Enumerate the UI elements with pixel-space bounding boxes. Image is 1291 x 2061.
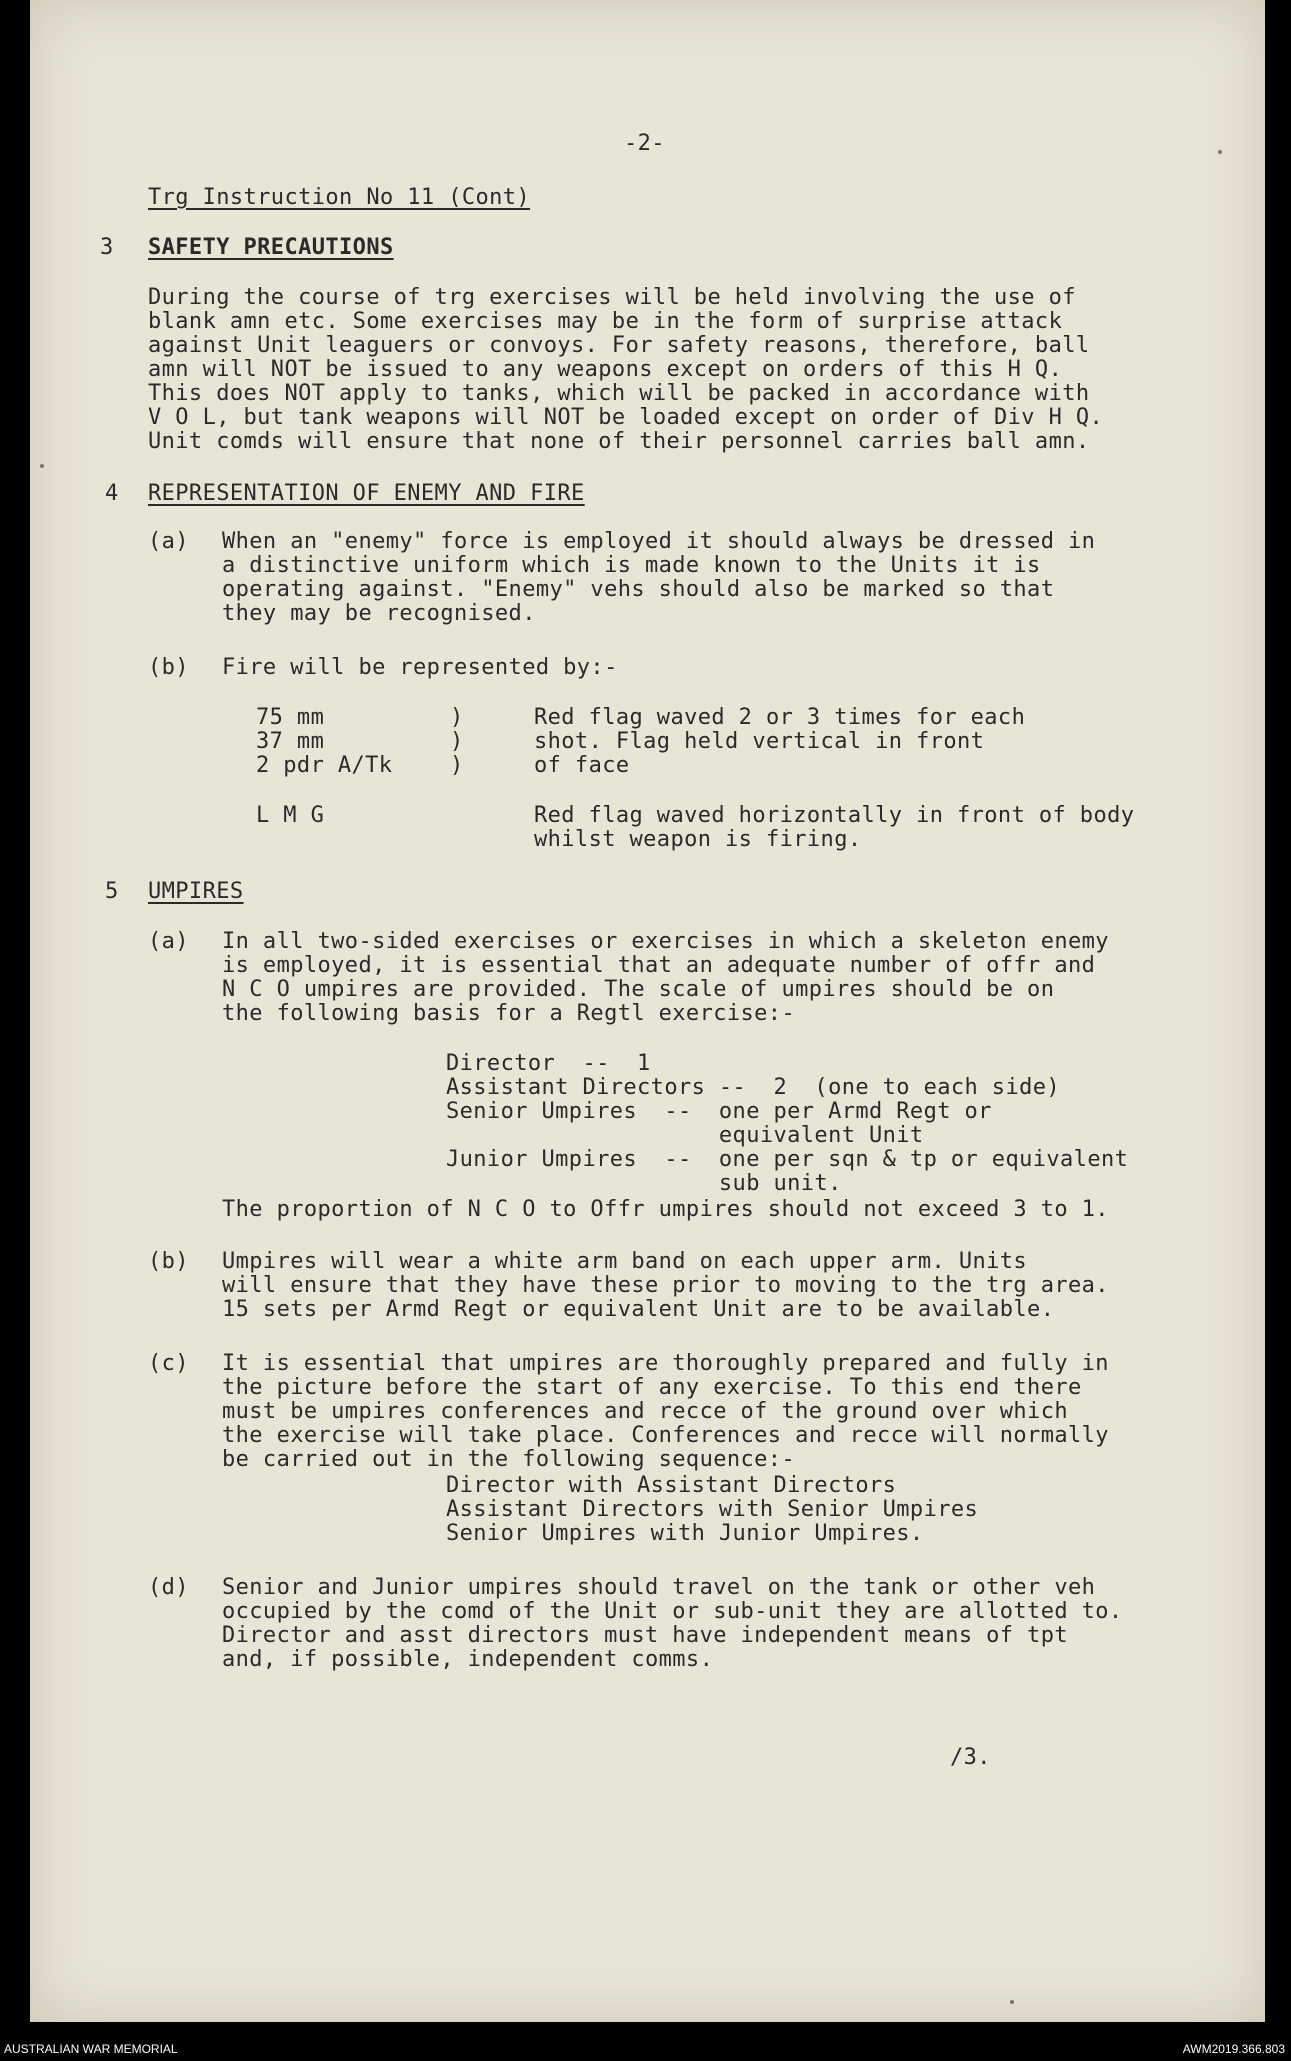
umpire-scale-line: equivalent Unit — [446, 1123, 924, 1148]
section-3-line: Unit comds will ensure that none of their personnel carries ball amn. — [148, 429, 1090, 454]
section-5b-line: will ensure that they have these prior to moving to the trg area. — [222, 1273, 1109, 1298]
section-4a-line: operating against. "Enemy" vehs should also be marked so that — [222, 577, 1055, 602]
fire-desc: of face — [534, 753, 630, 778]
umpire-proportion: The proportion of N C O to Offr umpires should not exceed 3 to 1. — [222, 1197, 1109, 1222]
fire-weapon: 37 mm — [256, 729, 325, 754]
section-5b-label: (b) — [148, 1249, 189, 1274]
footer-archive-id: AWM2019.366.803 — [1182, 2042, 1285, 2056]
section-5c-sequence: Director with Assistant Directors — [446, 1473, 897, 1498]
section-4b-text: Fire will be represented by:- — [222, 655, 618, 680]
section-4b-label: (b) — [148, 655, 189, 680]
section-3-line: against Unit leaguers or convoys. For safety reasons, therefore, ball — [148, 333, 1090, 358]
fire-brace: ) — [450, 753, 464, 778]
section-4a-label: (a) — [148, 529, 189, 554]
section-5c-sequence: Senior Umpires with Junior Umpires. — [446, 1521, 924, 1546]
fire-desc-lmg: whilst weapon is firing. — [534, 827, 862, 852]
umpire-scale-line: Senior Umpires -- one per Armd Regt or — [446, 1099, 992, 1124]
section-3-line: This does NOT apply to tanks, which will be packed in accordance with — [148, 381, 1090, 406]
section-5-number: 5 — [105, 879, 119, 904]
section-4a-line: When an "enemy" force is employed it should always be dressed in — [222, 529, 1096, 554]
section-3-number: 3 — [100, 235, 114, 260]
section-5a-line: the following basis for a Regtl exercise:- — [222, 1001, 796, 1026]
fire-weapon: 2 pdr A/Tk — [256, 753, 393, 778]
section-5-title: UMPIRES — [148, 879, 244, 904]
section-5c-line: It is essential that umpires are thoroughly prepared and fully in — [222, 1351, 1109, 1376]
page-number: -2- — [624, 131, 665, 156]
section-3-line: V O L, but tank weapons will NOT be loaded except on order of Div H Q. — [148, 405, 1104, 430]
umpire-scale-line: Junior Umpires -- one per sqn & tp or equivalent — [446, 1147, 1129, 1172]
footer-archive-name: AUSTRALIAN WAR MEMORIAL — [4, 2042, 178, 2056]
section-5a-line: is employed, it is essential that an adequate number of offr and — [222, 953, 1096, 978]
umpire-scale-line: Director -- 1 — [446, 1051, 651, 1076]
section-3-line: amn will NOT be issued to any weapons except on orders of this H Q. — [148, 357, 1063, 382]
section-5d-line: Senior and Junior umpires should travel on the tank or other veh — [222, 1575, 1096, 1600]
section-3-title: SAFETY PRECAUTIONS — [148, 235, 394, 260]
section-4-number: 4 — [105, 481, 119, 506]
section-5d-line: and, if possible, independent comms. — [222, 1647, 714, 1672]
section-3-line: blank amn etc. Some exercises may be in the form of surprise attack — [148, 309, 1063, 334]
paper-speck — [1010, 2000, 1014, 2004]
section-5d-label: (d) — [148, 1575, 189, 1600]
section-5c-line: must be umpires conferences and recce of the ground over which — [222, 1399, 1068, 1424]
paper-speck — [1218, 150, 1222, 154]
section-4-title: REPRESENTATION OF ENEMY AND FIRE — [148, 481, 585, 506]
section-5c-line: the picture before the start of any exercise. To this end there — [222, 1375, 1082, 1400]
section-5c-line: the exercise will take place. Conferences and recce will normally — [222, 1423, 1109, 1448]
fire-desc: Red flag waved 2 or 3 times for each — [534, 705, 1026, 730]
umpire-scale-line: Assistant Directors -- 2 (one to each side) — [446, 1075, 1061, 1100]
section-5a-line: N C O umpires are provided. The scale of umpires should be on — [222, 977, 1055, 1002]
document-page — [30, 0, 1265, 2022]
section-5a-line: In all two-sided exercises or exercises in which a skeleton enemy — [222, 929, 1109, 954]
document-heading: Trg Instruction No 11 (Cont) — [148, 185, 531, 210]
paper-speck — [40, 464, 44, 468]
section-5d-line: occupied by the comd of the Unit or sub-unit they are allotted to. — [222, 1599, 1123, 1624]
fire-desc-lmg: Red flag waved horizontally in front of body — [534, 803, 1135, 828]
umpire-scale-line: sub unit. — [446, 1171, 842, 1196]
fire-weapon-lmg: L M G — [256, 803, 325, 828]
continuation-marker: /3. — [950, 1745, 991, 1770]
section-5b-line: Umpires will wear a white arm band on each upper arm. Units — [222, 1249, 1028, 1274]
section-5c-sequence: Assistant Directors with Senior Umpires — [446, 1497, 979, 1522]
section-5b-line: 15 sets per Armd Regt or equivalent Unit are to be available. — [222, 1297, 1055, 1322]
fire-weapon: 75 mm — [256, 705, 325, 730]
fire-brace: ) — [450, 705, 464, 730]
section-5c-label: (c) — [148, 1351, 189, 1376]
section-4a-line: they may be recognised. — [222, 601, 536, 626]
section-5a-label: (a) — [148, 929, 189, 954]
section-4a-line: a distinctive uniform which is made known to the Units it is — [222, 553, 1041, 578]
fire-brace: ) — [450, 729, 464, 754]
section-3-line: During the course of trg exercises will be held involving the use of — [148, 285, 1076, 310]
fire-desc: shot. Flag held vertical in front — [534, 729, 985, 754]
section-5c-line: be carried out in the following sequence:- — [222, 1447, 796, 1472]
section-5d-line: Director and asst directors must have independent means of tpt — [222, 1623, 1068, 1648]
